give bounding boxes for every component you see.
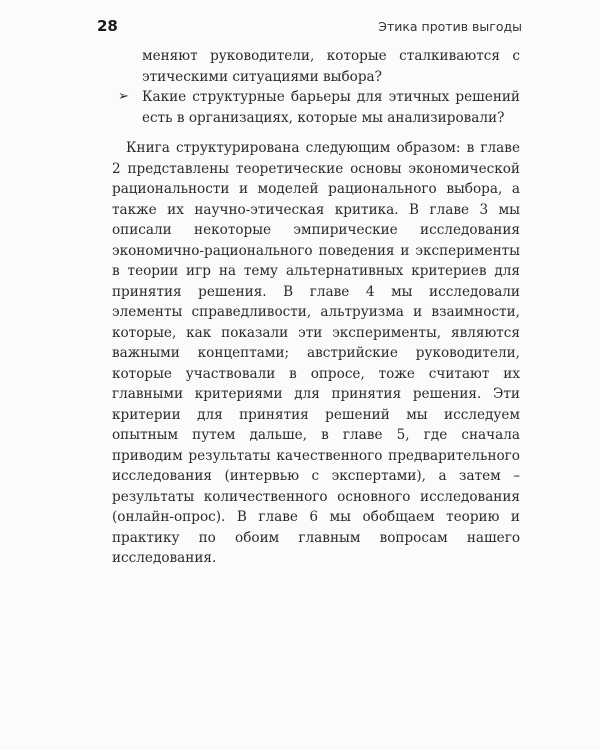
body-paragraph: Книга структурирована следующим образом: в главе 2 представлены теоретические основы экономической рациональности и моделей рационального выбора, а также их научно-этическая критика. В главе 3 мы описали некоторые эмпирические исследования экономично-рационального поведения и эксперименты в теории игр на тему альтернативных критериев для принятия решения. В главе 4 мы исследовали элементы справедливости, альтруизма и взаимности, которые, как показали эти эксперименты, являются важными концептами; австрийские руководители, которые участвовали в опросе, тоже считают их главными критериями для принятия решения. Эти критерии для принятия решений мы исследуем опытным путем дальше, в главе 5, где сначала приводим результаты качественного предварительного исследования (интервью с экспертами), а затем – результаты количественного основного исследования (онлайн-опрос). В главе 6 мы обобщаем теорию и практику по обоим главным вопросам нашего исследования. [112, 140, 520, 566]
arrow-bullet-icon: ➢ [118, 89, 129, 104]
page-header [97, 14, 522, 38]
list-item [112, 87, 520, 128]
list-item-text: меняют руководители, которые сталкиваются с этическими ситуациями выбора? [142, 48, 520, 85]
page-body [112, 46, 520, 569]
page-number: 28 [97, 17, 118, 35]
question-list [112, 46, 520, 128]
running-title: Этика против выгоды [378, 18, 522, 34]
list-item [112, 46, 520, 87]
list-item-text: Какие структурные барьеры для этичных решений есть в организациях, которые мы анализировали? [142, 89, 520, 126]
